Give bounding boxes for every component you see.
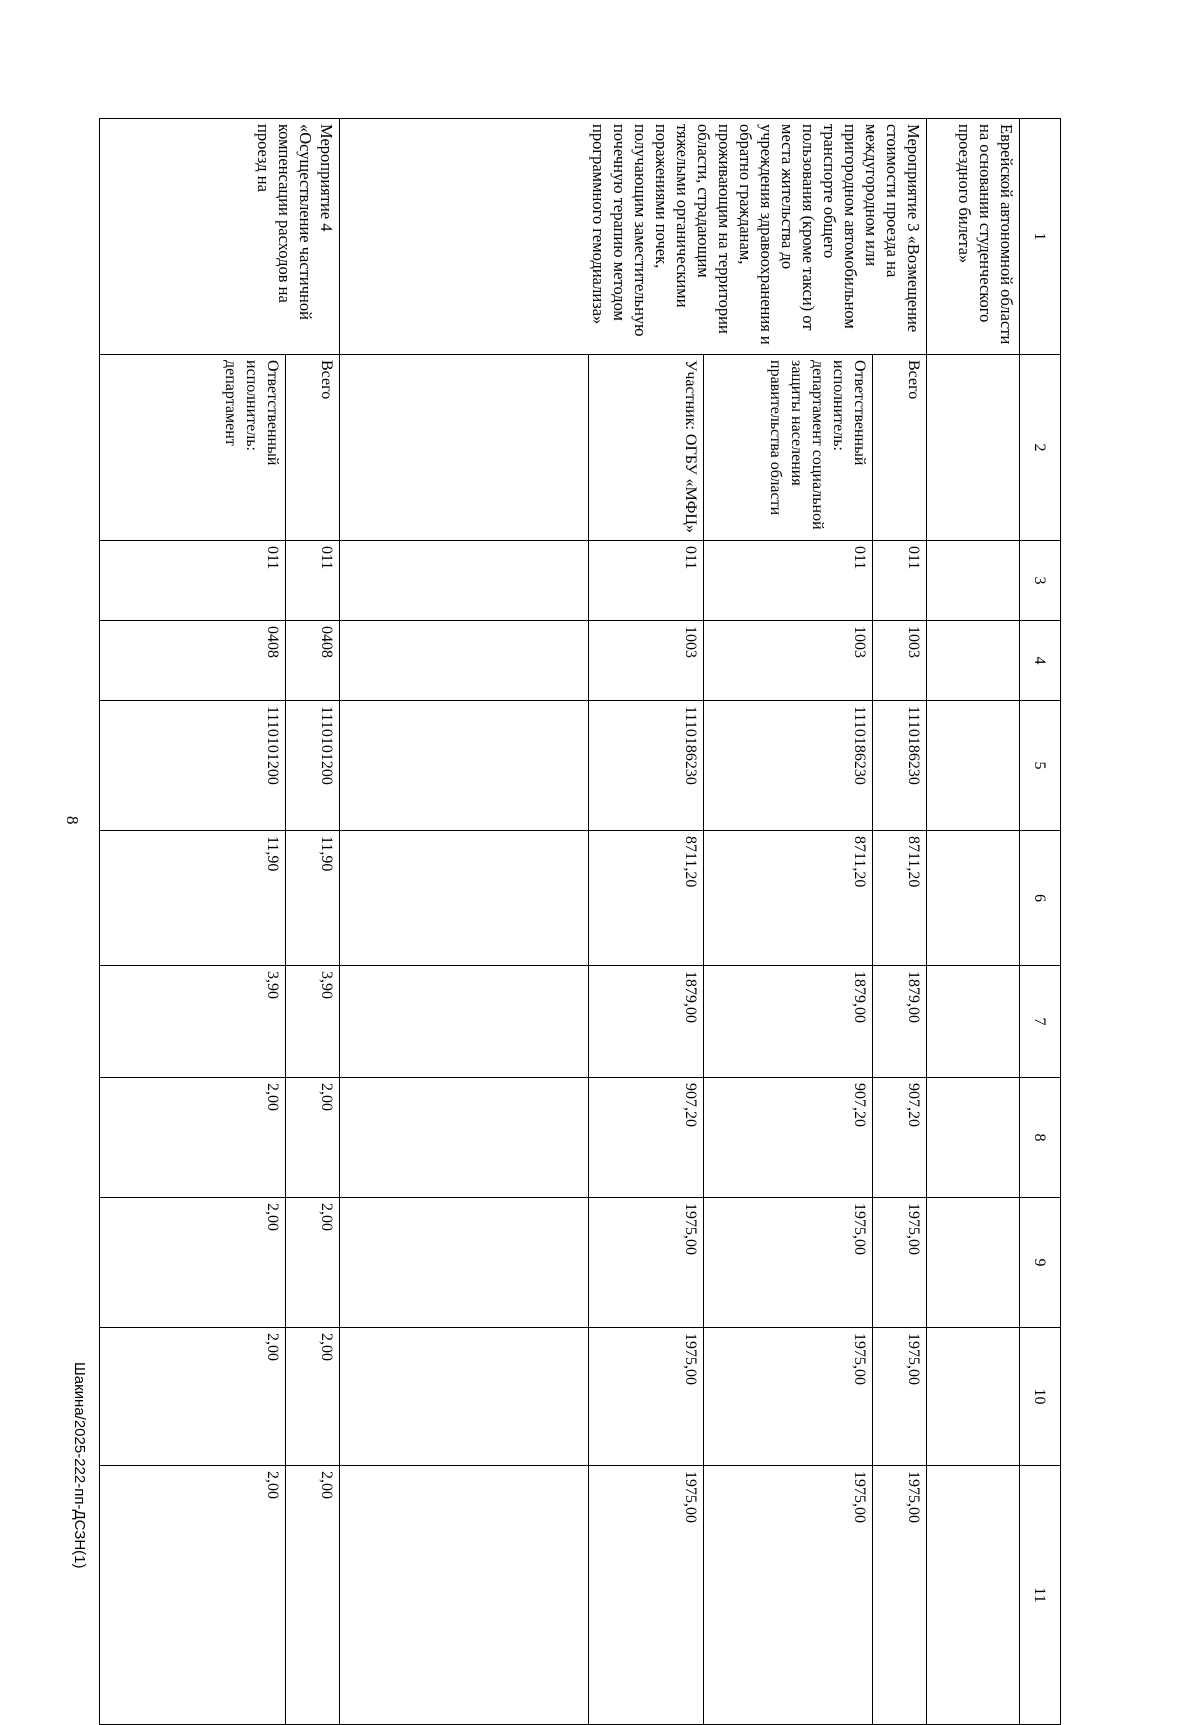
cell-col11 xyxy=(927,1466,1020,1725)
cell-col5 xyxy=(340,701,589,831)
cell-col5: 1110186230 xyxy=(589,701,704,831)
cell-col3 xyxy=(340,541,589,621)
cell-col10 xyxy=(340,1328,589,1466)
cell-col9 xyxy=(927,1198,1020,1328)
cell-col7: 1879,00 xyxy=(873,966,927,1078)
header-cell: 1 xyxy=(1020,119,1061,355)
cell-col3: 011 xyxy=(286,541,340,621)
cell-col11: 2,00 xyxy=(286,1466,340,1725)
cell-col8: 2,00 xyxy=(286,1078,340,1198)
cell-col4 xyxy=(340,621,589,701)
cell-col5: 1110186230 xyxy=(873,701,927,831)
table-row xyxy=(873,119,927,1725)
cell-col10: 1975,00 xyxy=(873,1328,927,1466)
cell-col6 xyxy=(927,831,1020,966)
cell-col4 xyxy=(927,621,1020,701)
cell-col5: 1110101200 xyxy=(286,701,340,831)
header-cell: 4 xyxy=(1020,621,1061,701)
cell-col9 xyxy=(340,1198,589,1328)
cell-col6: 11,90 xyxy=(100,831,286,966)
cell-col10 xyxy=(927,1328,1020,1466)
header-cell: 10 xyxy=(1020,1328,1061,1466)
cell-col4: 1003 xyxy=(589,621,704,701)
executor-cell: Участник: ОГБУ «МФЦ» xyxy=(589,355,704,541)
table-row xyxy=(589,119,704,1725)
table-row xyxy=(340,119,589,1725)
table-header-row xyxy=(1020,119,1061,1725)
cell-col7: 3,90 xyxy=(100,966,286,1078)
header-cell: 7 xyxy=(1020,966,1061,1078)
cell-col4: 1003 xyxy=(704,621,873,701)
cell-col4: 0408 xyxy=(286,621,340,701)
executor-cell: Ответственный исполнитель: департамент xyxy=(100,355,286,541)
cell-col6: 11,90 xyxy=(286,831,340,966)
cell-col5: 1110186230 xyxy=(704,701,873,831)
executor-cell xyxy=(340,355,589,541)
header-cell: 6 xyxy=(1020,831,1061,966)
cell-col11: 2,00 xyxy=(100,1466,286,1725)
cell-col11: 1975,00 xyxy=(589,1466,704,1725)
cell-col8: 907,20 xyxy=(589,1078,704,1198)
executor-cell: Всего xyxy=(873,355,927,541)
executor-cell xyxy=(927,355,1020,541)
table-row xyxy=(704,119,873,1725)
cell-col7: 1879,00 xyxy=(704,966,873,1078)
cell-col8 xyxy=(340,1078,589,1198)
cell-col6: 8711,20 xyxy=(704,831,873,966)
cell-col9: 2,00 xyxy=(100,1198,286,1328)
cell-col11: 1975,00 xyxy=(873,1466,927,1725)
cell-col5: 1110101200 xyxy=(100,701,286,831)
budget-table xyxy=(99,118,1061,1725)
cell-col6: 8711,20 xyxy=(873,831,927,966)
cell-col11: 1975,00 xyxy=(704,1466,873,1725)
cell-col9: 1975,00 xyxy=(873,1198,927,1328)
cell-col5 xyxy=(927,701,1020,831)
cell-col6 xyxy=(340,831,589,966)
cell-col8 xyxy=(927,1078,1020,1198)
table-row xyxy=(927,119,1020,1725)
executor-cell: Ответственный исполнитель: департамент социальной защиты населения правительства области xyxy=(704,355,873,541)
cell-col7: 1879,00 xyxy=(589,966,704,1078)
activity-cell: Мероприятие 3 «Возмещение стоимости проезда на междугородном или пригородном автомобильном транспорте общего пользования (кроме такси) от места жительства до учреждения здравоохранения и обратно гражданам, проживающим на территории области, страдающим тяжелыми органическими поражениями почек, получающим заместительную почечную терапию методом программного гемодиализа» xyxy=(340,119,927,355)
footer-document-code: Шакина/2025-222-пп-ДСЗН(1) xyxy=(71,1362,88,1569)
cell-col8: 2,00 xyxy=(100,1078,286,1198)
activity-cell: Мероприятие 4 «Осуществление частичной компенсации расходов на проезд на xyxy=(100,119,340,355)
header-cell: 2 xyxy=(1020,355,1061,541)
cell-col4: 1003 xyxy=(873,621,927,701)
header-cell: 11 xyxy=(1020,1466,1061,1725)
table-row xyxy=(286,119,340,1725)
cell-col10: 2,00 xyxy=(286,1328,340,1466)
cell-col7 xyxy=(927,966,1020,1078)
cell-col7 xyxy=(340,966,589,1078)
header-cell: 5 xyxy=(1020,701,1061,831)
cell-col8: 907,20 xyxy=(873,1078,927,1198)
activity-cell: Еврейской автономной области на основании студенческого проездного билета» xyxy=(927,119,1020,355)
cell-col11 xyxy=(340,1466,589,1725)
header-cell: 8 xyxy=(1020,1078,1061,1198)
page-number: 8 xyxy=(63,816,82,825)
cell-col3: 011 xyxy=(589,541,704,621)
cell-col3: 011 xyxy=(873,541,927,621)
cell-col8: 907,20 xyxy=(704,1078,873,1198)
cell-col3: 011 xyxy=(704,541,873,621)
table-row xyxy=(100,119,286,1725)
cell-col6: 8711,20 xyxy=(589,831,704,966)
cell-col10: 1975,00 xyxy=(589,1328,704,1466)
cell-col9: 1975,00 xyxy=(589,1198,704,1328)
cell-col3: 011 xyxy=(100,541,286,621)
cell-col4: 0408 xyxy=(100,621,286,701)
cell-col10: 1975,00 xyxy=(704,1328,873,1466)
cell-col7: 3,90 xyxy=(286,966,340,1078)
header-cell: 3 xyxy=(1020,541,1061,621)
executor-cell: Всего xyxy=(286,355,340,541)
cell-col9: 1975,00 xyxy=(704,1198,873,1328)
header-cell: 9 xyxy=(1020,1198,1061,1328)
cell-col10: 2,00 xyxy=(100,1328,286,1466)
cell-col3 xyxy=(927,541,1020,621)
cell-col9: 2,00 xyxy=(286,1198,340,1328)
